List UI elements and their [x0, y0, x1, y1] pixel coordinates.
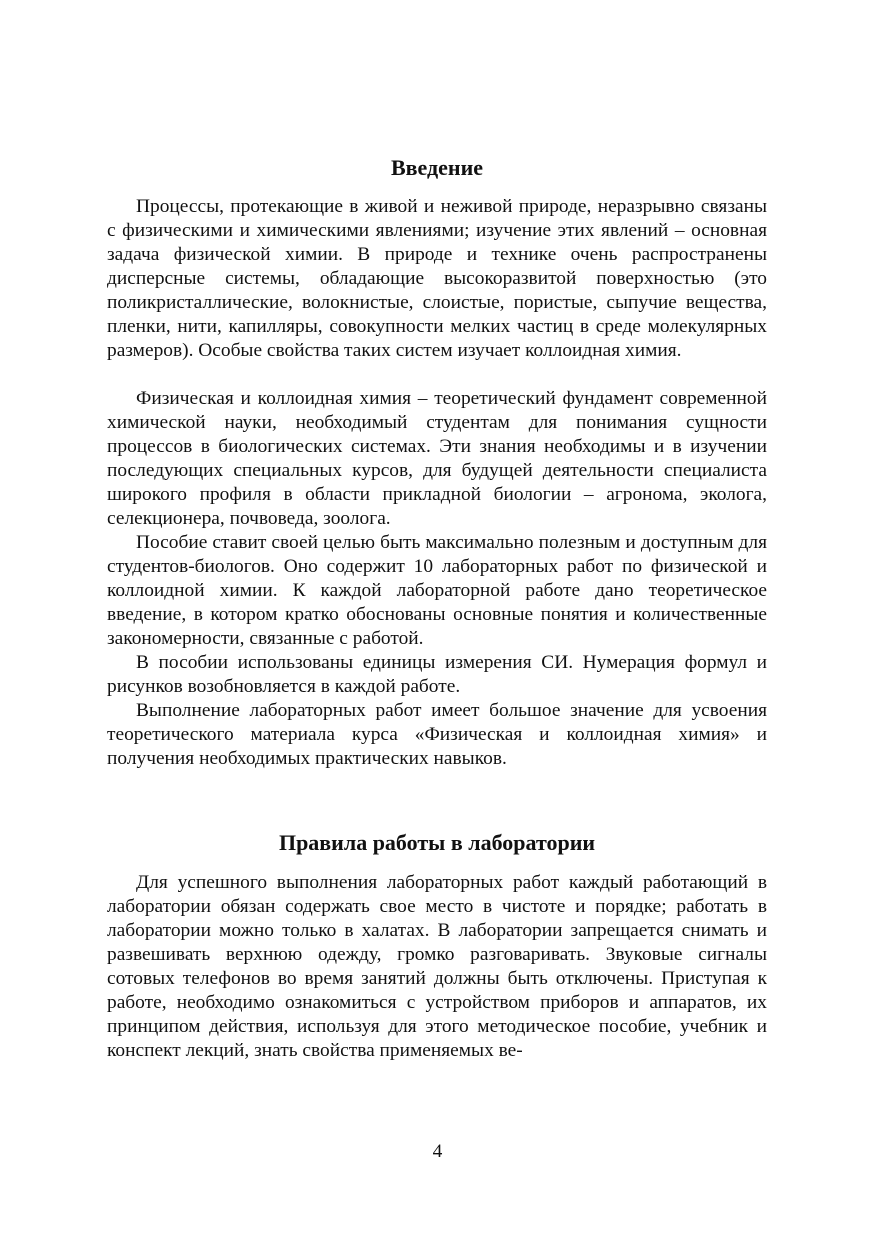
intro-paragraph-3: Пособие ставит своей целью быть максимально полезным и доступным для студентов-биологов. Оно содержит 10 лабораторных работ по физической и коллоидной химии. К каждой лабораторной работе дано теоретическое введение, в котором кратко обоснованы основные понятия и количественные закономерности, связанные с работой. [107, 532, 767, 649]
intro-paragraph-1: Процессы, протекающие в живой и неживой природе, неразрывно связаны с физическими и химическими явлениями; изучение этих явлений – основная задача физической химии. В природе и технике очень распространены дисперсные системы, обладающие высокоразвитой поверхностью (это поликристаллические, волокнистые, слоистые, пористые, сыпучие вещества, пленки, нити, капилляры, совокупности мелких частиц в среде молекулярных размеров). Особые свойства таких систем изучает коллоидная химия. [107, 196, 767, 361]
page-number: 4 [432, 1141, 443, 1162]
intro-paragraph-4: В пособии использованы единицы измерения СИ. Нумерация формул и рисунков возобновляется в каждой работе. [107, 652, 767, 697]
rules-paragraph-1: Для успешного выполнения лабораторных работ каждый работающий в лаборатории обязан содержать свое место в чистоте и порядке; работать в лаборатории можно только в халатах. В лаборатории запрещается снимать и развешивать верхнюю одежду, громко разговаривать. Звуковые сигналы сотовых телефонов во время занятий должны быть отключены. Приступая к работе, необходимо ознакомиться с устройством приборов и аппаратов, их принципом действия, используя для этого методическое пособие, учебник и конспект лекций, знать свойства применяемых ве- [107, 872, 767, 1061]
section-heading-introduction: Введение [390, 155, 484, 180]
intro-paragraph-5: Выполнение лабораторных работ имеет большое значение для усвоения теоретического материала курса «Физическая и коллоидная химия» и получения необходимых практических навыков. [107, 700, 767, 769]
section-heading-lab-rules: Правила работы в лаборатории [278, 830, 596, 855]
intro-paragraph-2: Физическая и коллоидная химия – теоретический фундамент современной химической науки, необходимый студентам для понимания сущности процессов в биологических системах. Эти знания необходимы и в изучении последующих специальных курсов, для будущей деятельности специалиста широкого профиля в области прикладной биологии – агронома, эколога, селекционера, почвоведа, зоолога. [107, 388, 767, 529]
